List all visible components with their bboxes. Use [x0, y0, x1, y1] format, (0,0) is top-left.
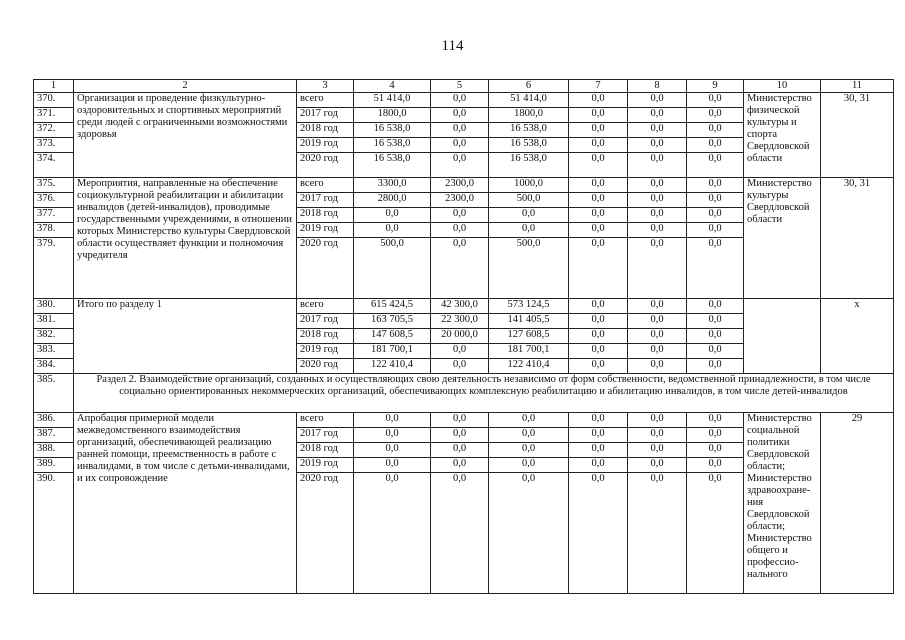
amount-cell: 0,0 — [687, 238, 744, 299]
period-cell: 2020 год — [297, 359, 354, 374]
amount-cell: 500,0 — [489, 193, 569, 208]
amount-cell: 0,0 — [431, 238, 489, 299]
amount-cell: 1000,0 — [489, 178, 569, 193]
activity-description: Апробация примерной модели межведомственного взаимодействия организаций, обеспечивающей реализацию ранней помощи, преемственность в работе с инвалидами, в том числе с детьми-инвалидами, и их сопровождение — [74, 413, 297, 594]
row-number: 378. — [34, 223, 74, 238]
row-number: 385. — [34, 374, 74, 413]
period-cell: 2017 год — [297, 108, 354, 123]
amount-cell: 0,0 — [687, 93, 744, 108]
column-header: 6 — [489, 80, 569, 93]
amount-cell: 0,0 — [628, 193, 687, 208]
amount-cell: 22 300,0 — [431, 314, 489, 329]
period-cell: 2017 год — [297, 314, 354, 329]
amount-cell: 51 414,0 — [489, 93, 569, 108]
row-number: 383. — [34, 344, 74, 359]
amount-cell: 0,0 — [569, 299, 628, 314]
amount-cell: 0,0 — [489, 443, 569, 458]
period-cell: 2020 год — [297, 153, 354, 178]
amount-cell: 20 000,0 — [431, 329, 489, 344]
amount-cell: 0,0 — [628, 223, 687, 238]
amount-cell: 0,0 — [431, 123, 489, 138]
amount-cell: 0,0 — [489, 413, 569, 428]
period-cell: 2019 год — [297, 138, 354, 153]
row-number: 375. — [34, 178, 74, 193]
executor-cell: Министерство физической культуры и спорта Свердловской области — [744, 93, 821, 178]
amount-cell: 0,0 — [489, 223, 569, 238]
target-indicators-cell: 30, 31 — [821, 93, 894, 178]
amount-cell: 0,0 — [354, 458, 431, 473]
amount-cell: 0,0 — [569, 458, 628, 473]
column-header: 3 — [297, 80, 354, 93]
amount-cell: 0,0 — [687, 473, 744, 594]
amount-cell: 16 538,0 — [489, 138, 569, 153]
amount-cell: 0,0 — [687, 138, 744, 153]
period-cell: 2017 год — [297, 428, 354, 443]
amount-cell: 0,0 — [569, 108, 628, 123]
program-table — [33, 79, 894, 594]
activity-description: Мероприятия, направленные на обеспечение социокультурной реабилитации и абилитации инвалидов (детей-инвалидов), проводимые государственными учреждениями, в отношении которых Министерство культуры Свердловской области осуществляет функции и полномочия учредителя — [74, 178, 297, 299]
amount-cell: 16 538,0 — [354, 138, 431, 153]
amount-cell: 0,0 — [431, 344, 489, 359]
column-header: 1 — [34, 80, 74, 93]
period-cell: всего — [297, 93, 354, 108]
amount-cell: 0,0 — [489, 428, 569, 443]
amount-cell: 0,0 — [687, 153, 744, 178]
amount-cell: 0,0 — [569, 123, 628, 138]
period-cell: 2018 год — [297, 208, 354, 223]
amount-cell: 0,0 — [628, 359, 687, 374]
amount-cell: 2300,0 — [431, 193, 489, 208]
row-number: 376. — [34, 193, 74, 208]
amount-cell: 0,0 — [431, 93, 489, 108]
amount-cell: 0,0 — [354, 428, 431, 443]
amount-cell: 0,0 — [569, 193, 628, 208]
amount-cell: 0,0 — [628, 473, 687, 594]
amount-cell: 0,0 — [628, 123, 687, 138]
amount-cell: 0,0 — [687, 178, 744, 193]
row-number: 371. — [34, 108, 74, 123]
amount-cell: 2300,0 — [431, 178, 489, 193]
amount-cell: 0,0 — [687, 299, 744, 314]
table-body — [34, 80, 894, 594]
activity-description: Организация и проведение физкультурно-оздоровительных и спортивных мероприятий среди людей с ограниченными возможностями здоровья — [74, 93, 297, 178]
amount-cell: 0,0 — [489, 208, 569, 223]
amount-cell: 0,0 — [569, 473, 628, 594]
amount-cell: 181 700,1 — [354, 344, 431, 359]
row-number: 370. — [34, 93, 74, 108]
amount-cell: 0,0 — [569, 178, 628, 193]
amount-cell: 42 300,0 — [431, 299, 489, 314]
column-header: 4 — [354, 80, 431, 93]
table-row — [34, 178, 894, 193]
row-number: 374. — [34, 153, 74, 178]
table-row — [34, 413, 894, 428]
column-header: 2 — [74, 80, 297, 93]
amount-cell: 0,0 — [687, 344, 744, 359]
amount-cell: 51 414,0 — [354, 93, 431, 108]
executor-cell — [744, 299, 821, 374]
amount-cell: 0,0 — [569, 153, 628, 178]
amount-cell: 0,0 — [687, 458, 744, 473]
row-number: 377. — [34, 208, 74, 223]
activity-description: Итого по разделу 1 — [74, 299, 297, 374]
amount-cell: 0,0 — [628, 138, 687, 153]
row-number: 390. — [34, 473, 74, 594]
amount-cell: 0,0 — [687, 413, 744, 428]
amount-cell: 615 424,5 — [354, 299, 431, 314]
period-cell: 2020 год — [297, 473, 354, 594]
amount-cell: 0,0 — [569, 238, 628, 299]
amount-cell: 0,0 — [628, 344, 687, 359]
amount-cell: 0,0 — [431, 208, 489, 223]
column-header: 7 — [569, 80, 628, 93]
amount-cell: 0,0 — [431, 413, 489, 428]
row-number: 381. — [34, 314, 74, 329]
row-number: 389. — [34, 458, 74, 473]
row-number: 373. — [34, 138, 74, 153]
amount-cell: 0,0 — [628, 443, 687, 458]
amount-cell: 1800,0 — [354, 108, 431, 123]
amount-cell: 0,0 — [628, 299, 687, 314]
amount-cell: 147 608,5 — [354, 329, 431, 344]
row-number: 386. — [34, 413, 74, 428]
amount-cell: 0,0 — [687, 428, 744, 443]
amount-cell: 16 538,0 — [354, 153, 431, 178]
amount-cell: 3300,0 — [354, 178, 431, 193]
section-title: Раздел 2. Взаимодействие организаций, созданных и осуществляющих свою деятельность независимо от форм собственности, ведомственной принадлежности, в том числе социально ориентированных некоммерческих организаций, обеспечивающих комплексную реабилитацию и абилитацию инвалидов, в том числе детей-инвалидов — [74, 374, 894, 413]
amount-cell: 0,0 — [628, 329, 687, 344]
amount-cell: 0,0 — [569, 413, 628, 428]
amount-cell: 0,0 — [687, 314, 744, 329]
amount-cell: 16 538,0 — [489, 123, 569, 138]
target-indicators-cell: 29 — [821, 413, 894, 594]
period-cell: 2019 год — [297, 344, 354, 359]
amount-cell: 0,0 — [628, 413, 687, 428]
amount-cell: 0,0 — [489, 458, 569, 473]
amount-cell: 0,0 — [489, 473, 569, 594]
amount-cell: 0,0 — [628, 314, 687, 329]
amount-cell: 0,0 — [628, 178, 687, 193]
amount-cell: 0,0 — [687, 329, 744, 344]
amount-cell: 122 410,4 — [354, 359, 431, 374]
amount-cell: 0,0 — [431, 359, 489, 374]
amount-cell: 2800,0 — [354, 193, 431, 208]
amount-cell: 0,0 — [354, 223, 431, 238]
amount-cell: 122 410,4 — [489, 359, 569, 374]
amount-cell: 141 405,5 — [489, 314, 569, 329]
amount-cell: 0,0 — [569, 443, 628, 458]
amount-cell: 0,0 — [569, 223, 628, 238]
amount-cell: 500,0 — [489, 238, 569, 299]
amount-cell: 0,0 — [569, 344, 628, 359]
page-number: 114 — [441, 38, 464, 54]
amount-cell: 0,0 — [687, 359, 744, 374]
row-number: 382. — [34, 329, 74, 344]
amount-cell: 0,0 — [569, 138, 628, 153]
period-cell: 2020 год — [297, 238, 354, 299]
amount-cell: 127 608,5 — [489, 329, 569, 344]
amount-cell: 16 538,0 — [354, 123, 431, 138]
amount-cell: 0,0 — [569, 428, 628, 443]
row-number: 387. — [34, 428, 74, 443]
amount-cell: 0,0 — [354, 413, 431, 428]
amount-cell: 0,0 — [628, 93, 687, 108]
amount-cell: 573 124,5 — [489, 299, 569, 314]
executor-cell: Министерство социальной политики Свердловской области; Министерство здравоохране-ния Свердловской области; Министерство общего и профессио-нального — [744, 413, 821, 594]
period-cell: всего — [297, 178, 354, 193]
target-indicators-cell: 30, 31 — [821, 178, 894, 299]
column-header: 5 — [431, 80, 489, 93]
amount-cell: 0,0 — [687, 193, 744, 208]
period-cell: 2019 год — [297, 223, 354, 238]
period-cell: всего — [297, 413, 354, 428]
amount-cell: 0,0 — [354, 443, 431, 458]
amount-cell: 0,0 — [431, 138, 489, 153]
amount-cell: 0,0 — [569, 314, 628, 329]
column-header: 9 — [687, 80, 744, 93]
amount-cell: 0,0 — [628, 153, 687, 178]
amount-cell: 0,0 — [628, 108, 687, 123]
amount-cell: 0,0 — [354, 473, 431, 594]
amount-cell: 500,0 — [354, 238, 431, 299]
amount-cell: 0,0 — [628, 208, 687, 223]
period-cell: 2019 год — [297, 458, 354, 473]
period-cell: 2018 год — [297, 329, 354, 344]
amount-cell: 1800,0 — [489, 108, 569, 123]
amount-cell: 0,0 — [687, 208, 744, 223]
row-number: 372. — [34, 123, 74, 138]
amount-cell: 0,0 — [687, 223, 744, 238]
table-row — [34, 299, 894, 314]
period-cell: 2017 год — [297, 193, 354, 208]
amount-cell: 0,0 — [431, 223, 489, 238]
amount-cell: 0,0 — [687, 123, 744, 138]
column-header: 10 — [744, 80, 821, 93]
row-number: 380. — [34, 299, 74, 314]
executor-cell: Министерство культуры Свердловской области — [744, 178, 821, 299]
row-number: 384. — [34, 359, 74, 374]
period-cell: 2018 год — [297, 443, 354, 458]
amount-cell: 0,0 — [687, 108, 744, 123]
amount-cell: 0,0 — [569, 208, 628, 223]
amount-cell: 181 700,1 — [489, 344, 569, 359]
header-row — [34, 80, 894, 93]
amount-cell: 0,0 — [628, 428, 687, 443]
period-cell: всего — [297, 299, 354, 314]
row-number: 388. — [34, 443, 74, 458]
amount-cell: 0,0 — [431, 428, 489, 443]
amount-cell: 0,0 — [431, 153, 489, 178]
amount-cell: 0,0 — [354, 208, 431, 223]
amount-cell: 0,0 — [628, 238, 687, 299]
table-row — [34, 93, 894, 108]
column-header: 11 — [821, 80, 894, 93]
column-header: 8 — [628, 80, 687, 93]
amount-cell: 0,0 — [431, 443, 489, 458]
amount-cell: 0,0 — [569, 329, 628, 344]
amount-cell: 0,0 — [628, 458, 687, 473]
section-row — [34, 374, 894, 413]
amount-cell: 16 538,0 — [489, 153, 569, 178]
amount-cell: 0,0 — [687, 443, 744, 458]
amount-cell: 0,0 — [431, 473, 489, 594]
amount-cell: 163 705,5 — [354, 314, 431, 329]
period-cell: 2018 год — [297, 123, 354, 138]
amount-cell: 0,0 — [431, 458, 489, 473]
amount-cell: 0,0 — [569, 93, 628, 108]
amount-cell: 0,0 — [431, 108, 489, 123]
target-indicators-cell: x — [821, 299, 894, 374]
amount-cell: 0,0 — [569, 359, 628, 374]
row-number: 379. — [34, 238, 74, 299]
